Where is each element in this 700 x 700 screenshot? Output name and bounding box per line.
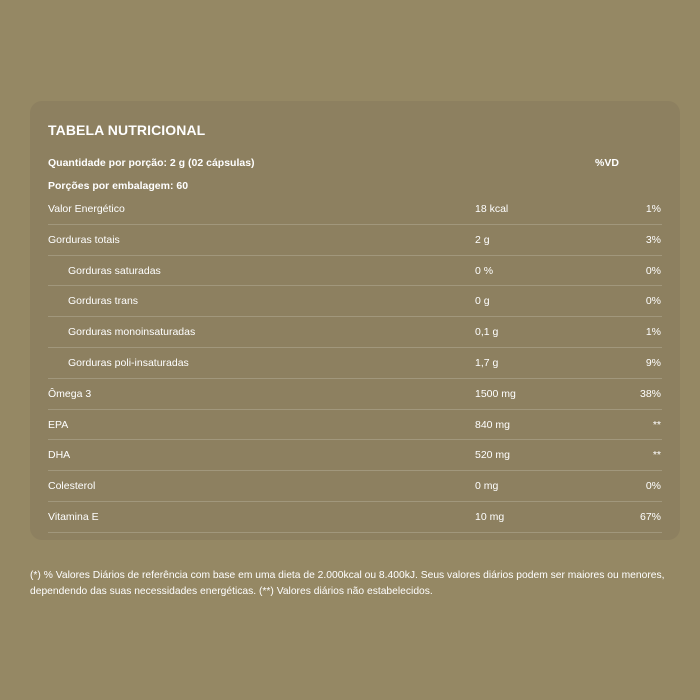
nutrient-daily-value: 1% <box>645 326 661 339</box>
table-row <box>48 225 662 256</box>
footnote: (*) % Valores Diários de referência com base em uma dieta de 2.000kcal ou 8.400kJ. Seus valores diários podem ser maiores ou menores, dependendo das suas necessidades energéticas. (**) Valores diários não estabelecidos. <box>30 570 665 597</box>
nutrient-name: EPA <box>48 418 69 431</box>
nutrient-daily-value: 67% <box>639 510 661 523</box>
table-row <box>48 194 662 225</box>
nutrient-amount: 1,7 g <box>475 356 499 369</box>
nutrient-name: Valor Energético <box>48 203 125 215</box>
nutrient-amount: 0 mg <box>475 480 499 493</box>
nutrient-amount: 520 mg <box>475 449 511 462</box>
table-row <box>48 286 662 317</box>
table-title: TABELA NUTRICIONAL <box>48 122 206 138</box>
nutrient-amount: 10 mg <box>475 510 505 523</box>
nutrient-amount: 840 mg <box>475 418 511 431</box>
nutrient-amount: 18 kcal <box>475 203 509 215</box>
nutrient-amount: 1500 mg <box>475 387 516 400</box>
nutrient-rows <box>48 194 662 533</box>
nutrient-daily-value: ** <box>652 449 661 462</box>
nutrient-amount: 2 g <box>475 233 490 246</box>
nutrient-name: Gorduras monoinsaturadas <box>68 326 196 339</box>
table-row <box>48 348 662 379</box>
table-row <box>48 317 662 348</box>
nutrient-daily-value: 0% <box>645 264 661 277</box>
nutrient-daily-value: 3% <box>645 233 661 246</box>
nutrient-name: Vitamina E <box>48 510 99 523</box>
nutrient-name: Gorduras saturadas <box>68 264 161 277</box>
nutrient-amount: 0,1 g <box>475 326 499 339</box>
nutrient-name: Gorduras totais <box>48 233 120 246</box>
table-row <box>48 502 662 533</box>
table-row <box>48 410 662 441</box>
nutrient-name: Gorduras trans <box>68 295 139 308</box>
nutrient-name: DHA <box>48 449 71 462</box>
table-row <box>48 471 662 502</box>
nutrient-daily-value: 38% <box>639 387 661 400</box>
nutrient-daily-value: ** <box>652 418 661 431</box>
serving-size-label: Quantidade por porção: 2 g (02 cápsulas) <box>48 157 255 169</box>
nutrient-name: Colesterol <box>48 480 96 493</box>
nutrition-table-card <box>30 101 680 540</box>
nutrient-daily-value: 0% <box>645 295 661 308</box>
nutrient-amount: 0 g <box>475 295 490 308</box>
table-row <box>48 379 662 410</box>
nutrient-name: Ômega 3 <box>48 387 92 400</box>
nutrient-daily-value: 9% <box>645 356 661 369</box>
table-row <box>48 256 662 287</box>
daily-value-header: %VD <box>595 157 619 169</box>
portions-per-package-label: Porções por embalagem: 60 <box>48 180 189 192</box>
nutrient-daily-value: 0% <box>645 480 661 493</box>
table-row <box>48 440 662 471</box>
nutrient-name: Gorduras poli-insaturadas <box>68 356 189 369</box>
nutrient-amount: 0 % <box>475 264 494 277</box>
nutrient-daily-value: 1% <box>645 203 661 215</box>
